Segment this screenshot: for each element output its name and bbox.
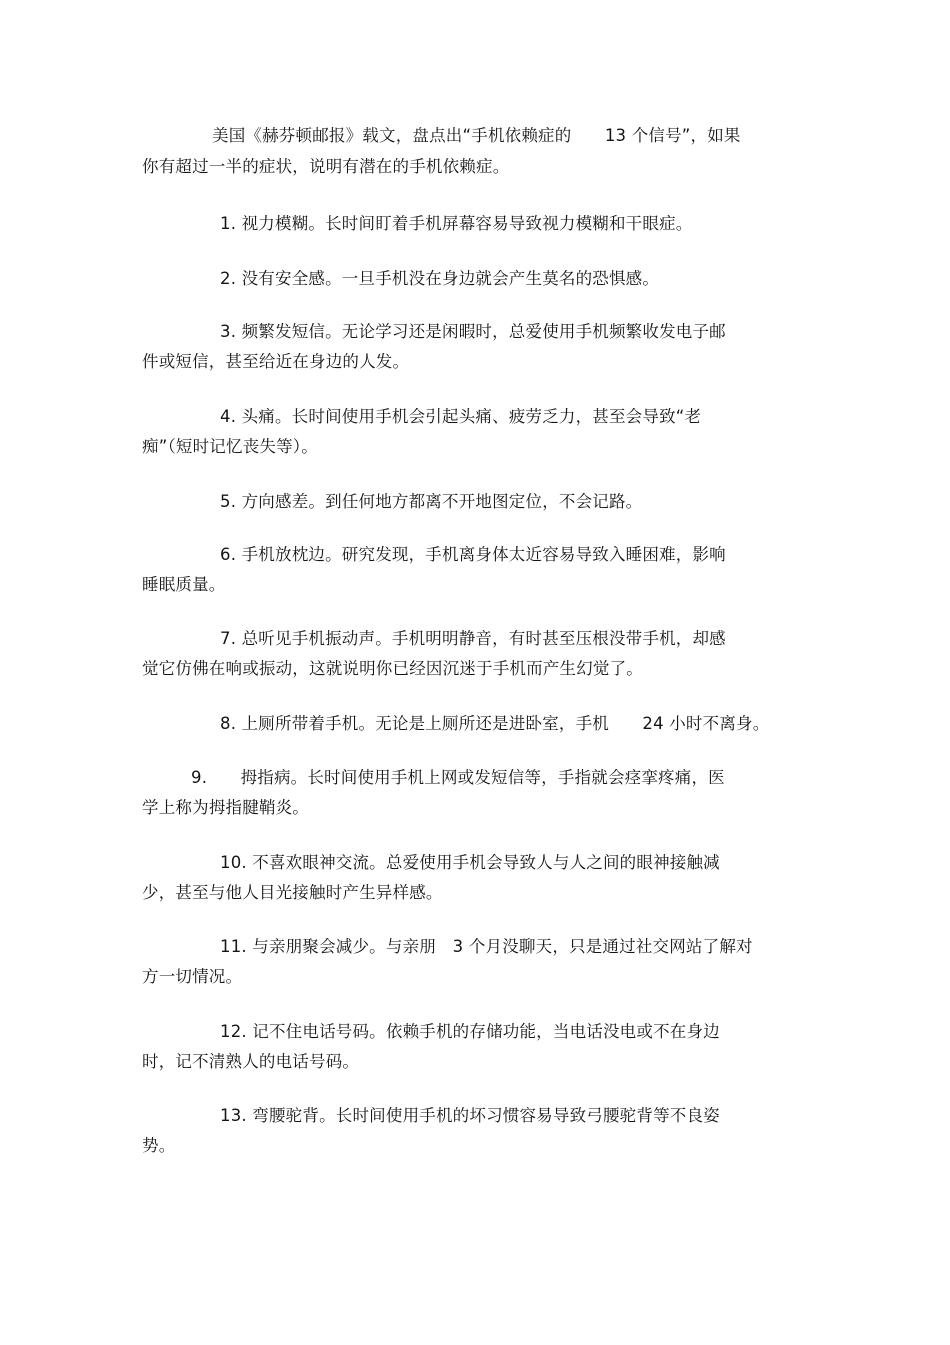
item-6-line-1: 6. 手机放枕边。研究发现，手机离身体太近容易导致入睡困难，影响 xyxy=(220,545,726,564)
item-11-line-1: 11. 与亲朋聚会减少。与亲朋 3 个月没聊天，只是通过社交网站了解对 xyxy=(220,937,753,956)
item-3-line-2: 件或短信，甚至给近在身边的人发。 xyxy=(142,352,410,371)
item-10-line-2: 少，甚至与他人目光接触时产生异样感。 xyxy=(142,883,443,902)
item-13-line-1: 13. 弯腰驼背。长时间使用手机的坏习惯容易导致弓腰驼背等不良姿 xyxy=(220,1106,720,1125)
item-6-line-2: 睡眠质量。 xyxy=(142,575,226,594)
intro-line-1: 美国《赫芬顿邮报》载文，盘点出“手机依赖症的 13 个信号”，如果 xyxy=(212,126,741,145)
intro-line-2: 你有超过一半的症状，说明有潜在的手机依赖症。 xyxy=(142,157,510,176)
item-4-line-1: 4. 头痛。长时间使用手机会引起头痛、疲劳乏力，甚至会导致“老 xyxy=(220,407,702,426)
item-9-line-2: 学上称为拇指腱鞘炎。 xyxy=(142,798,309,817)
item-1-line-1: 1. 视力模糊。长时间盯着手机屏幕容易导致视力模糊和干眼症。 xyxy=(220,214,693,233)
item-7-line-2: 觉它仿佛在响或振动，这就说明你已经因沉迷于手机而产生幻觉了。 xyxy=(142,659,643,678)
item-3-line-1: 3. 频繁发短信。无论学习还是闲暇时，总爱使用手机频繁收发电子邮 xyxy=(220,322,726,341)
item-2-line-1: 2. 没有安全感。一旦手机没在身边就会产生莫名的恐惧感。 xyxy=(220,269,660,288)
item-4-line-2: 痴”（短时记忆丧失等）。 xyxy=(142,437,318,456)
item-12-line-2: 时，记不清熟人的电话号码。 xyxy=(142,1052,360,1071)
item-7-line-1: 7. 总听见手机振动声。手机明明静音，有时甚至压根没带手机，却感 xyxy=(220,629,726,648)
item-10-line-1: 10. 不喜欢眼神交流。总爱使用手机会导致人与人之间的眼神接触减 xyxy=(220,853,720,872)
item-13-line-2: 势。 xyxy=(142,1136,176,1155)
item-12-line-1: 12. 记不住电话号码。依赖手机的存储功能，当电话没电或不在身边 xyxy=(220,1022,720,1041)
item-9-line-1: 9. 拇指病。长时间使用手机上网或发短信等，手指就会痉挛疼痛，医 xyxy=(191,768,725,787)
item-11-line-2: 方一切情况。 xyxy=(142,967,243,986)
item-8-line-1: 8. 上厕所带着手机。无论是上厕所还是进卧室，手机 24 小时不离身。 xyxy=(220,714,770,733)
item-5-line-1: 5. 方向感差。到任何地方都离不开地图定位，不会记路。 xyxy=(220,492,643,511)
